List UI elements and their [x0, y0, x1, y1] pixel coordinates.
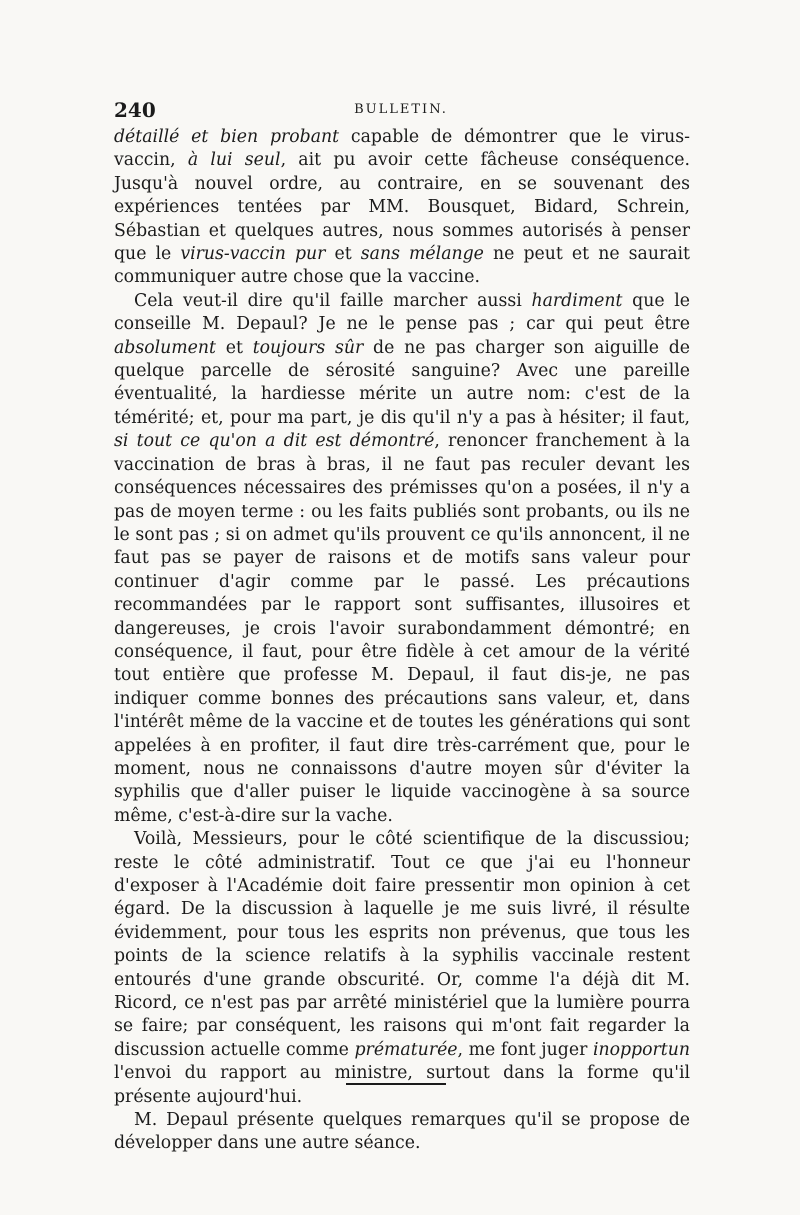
text-run: , ait pu avoir cette fâcheuse conséquence. Jusqu'à nouvel ordre, au contraire, en se souvenant des expériences tentées par MM. Bousquet, Bidard, Schrein, Sébastian et quelques autres, nous sommes autorisés à penser que le: [114, 150, 690, 265]
page-header: [114, 98, 688, 128]
paragraph: [114, 828, 690, 1109]
text-run: de ne pas charger son aiguille de quelque parcelle de sérosité sanguine? Avec une pareille éventualité, la hardiesse mérite un autre nom: c'est de la témérité; et, pour ma part, je dis qu'il n'y a pas à hésiter; il faut,: [114, 337, 690, 428]
italic-text: hardiment: [531, 290, 623, 311]
italic-text: détaillé et bien probant: [114, 127, 340, 147]
running-head: BULLETIN.: [354, 102, 448, 117]
italic-text: si tout ce qu'on a dit est démontré: [114, 431, 435, 452]
italic-text: sans mélange: [360, 244, 484, 265]
text-run: et: [325, 244, 361, 265]
italic-text: virus-vaccin pur: [180, 244, 326, 265]
text-run: , me font juger: [457, 1039, 593, 1060]
italic-text: absolument: [114, 337, 216, 358]
italic-text: prématurée: [354, 1039, 458, 1060]
text-run: que le conseille M. Depaul? Je ne le pense pas ; car qui peut être: [114, 290, 690, 335]
text-run: capable de démontrer que le virus-vaccin,: [114, 127, 690, 171]
paragraph: [114, 126, 690, 290]
paragraph: [114, 290, 690, 828]
text-run: , renoncer franchement à la vaccination de bras à bras, il ne faut pas reculer devant les conséquences nécessaires des prémisses qu'on a posées, il n'y a pas de moyen terme : ou les faits publiés sont probants, ou ils ne le sont pas ; si on admet qu'ils prouvent ce qu'ils annoncent, il ne faut pas se payer de raisons et de motifs sans valeur pour continuer d'agir comme par le passé. Les précautions recommandées par le rapport sont suffisantes, illusoires et dangereuses, je crois l'avoir surabondamment démontré; en conséquence, il faut, pour être fidèle à cet amour de la vérité tout entière que professe M. Depaul, il faut dis-je, ne pas indiquer comme bonnes des précautions sans valeur, et, dans l'intérêt même de la vaccine et de toutes les générations qui sont appelées à en profiter, il faut dire très-carrément que, pour le moment, nous ne connaissons d'autre moyen sûr d'éviter la syphilis que d'aller puiser le liquide vaccinogène à sa source même, c'est-à-dire sur la vache.: [114, 431, 690, 826]
italic-text: inopportun: [592, 1039, 690, 1060]
italic-text: toujours sûr: [252, 337, 364, 358]
text-run: l'envoi du rapport au ministre, surtout dans la forme qu'il présente aujourd'hui.: [114, 1063, 690, 1107]
closing-rule: [346, 1083, 446, 1085]
paragraph: [114, 1109, 690, 1156]
text-run: M. Depaul présente quelques remarques qu'il se propose de développer dans une autre séance.: [114, 1110, 690, 1154]
page-number: 240: [114, 98, 156, 122]
text-run: ne peut et ne saurait communiquer autre chose que la vaccine.: [114, 244, 690, 288]
text-run: et: [215, 337, 253, 358]
text-run: Voilà, Messieurs, pour le côté scientifique de la discussiou; reste le côté administratif. Tout ce que j'ai eu l'honneur d'exposer à l'Académie doit faire pressentir mon opinion à cet égard. De la discussion à laquelle je me suis livré, il résulte évidemment, pour tous les esprits non prévenus, que tous les points de la science relatifs à la syphilis vaccinale restent entourés d'une grande obscurité. Or, comme l'a déjà dit M. Ricord, ce n'est pas par arrêté ministériel que la lumière pourra se faire; par conséquent, les raisons qui m'ont fait regarder la discussion actuelle comme: [114, 829, 690, 1060]
text-run: Cela veut-il dire qu'il faille marcher aussi: [134, 290, 532, 311]
body-text: [114, 126, 690, 1156]
italic-text: à lui seul: [187, 150, 281, 171]
